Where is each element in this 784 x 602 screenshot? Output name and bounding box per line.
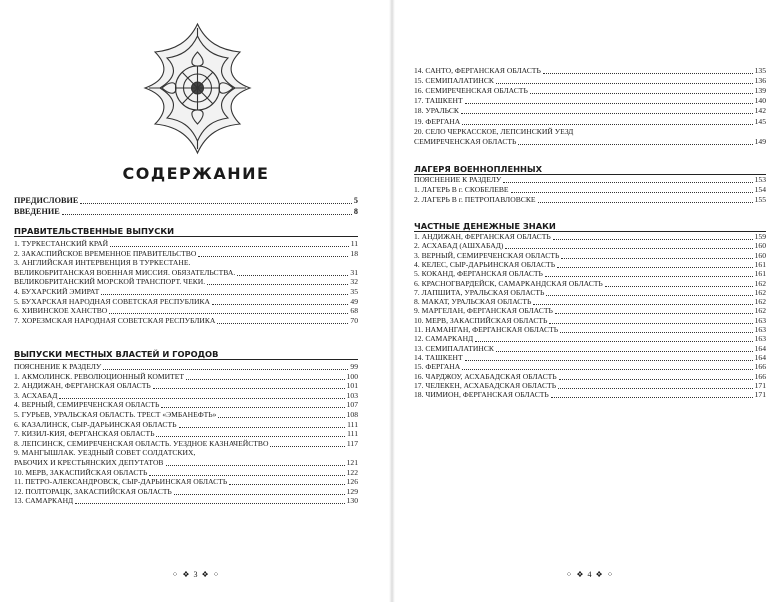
toc-entry-page: 139 [754,86,766,96]
dot-leader [543,66,753,74]
toc-entry-label: 1. АНДИЖАН, ФЕРГАНСКАЯ ОБЛАСТЬ [414,232,551,241]
toc-entry [14,448,358,458]
dot-leader [179,420,346,428]
dot-leader [605,279,753,287]
section-heading: ЛАГЕРЯ ВОЕННОПЛЕННЫХ [414,164,542,174]
toc-entry-label: 4. КЕЛЕС, СЫР-ДАРЬИНСКАЯ ОБЛАСТЬ [414,259,556,269]
toc-entry-label: 15. СЕМИПАЛАТИНСК [414,76,495,86]
toc-entry [14,420,358,430]
toc-entry-page: 162 [754,278,766,288]
toc-entry [14,239,358,249]
toc-entry-page: 70 [350,315,358,325]
toc-entry-label: 1. ТУРКЕСТАНСКИЙ КРАЙ [14,239,109,248]
toc-entry [14,306,358,316]
dot-leader [461,106,753,114]
toc-entry [14,196,358,206]
toc-entry [414,106,766,116]
dot-leader [462,362,752,370]
dot-leader [110,239,349,247]
toc-entry-label: 5. БУХАРСКАЯ НАРОДНАЯ СОВЕТСКАЯ РЕСПУБЛИКА [14,296,211,306]
toc-entry-label: 5. ГУРЬЕВ, УРАЛЬСКАЯ ОБЛАСТЬ. ТРЕСТ «ЭМБАНЕФТЬ» [14,410,217,419]
toc-entry-label: ПРЕДИСЛОВИЕ [14,196,79,205]
toc-entry-label: 13. СЕМИПАЛАТИНСК [414,343,495,353]
toc-entry-label: ВЕЛИКОБРИТАНСКИЙ МОРСКОЙ ТРАНСПОРТ. ЧЕКИ. [14,277,206,287]
dot-leader [560,325,753,333]
toc-entry-page: 163 [754,325,766,334]
toc-entry-page: 117 [346,438,358,448]
toc-entry [14,287,358,297]
toc-entry-label: ПОЯСНЕНИЕ К РАЗДЕЛУ [414,175,502,184]
section-rule [14,359,358,360]
dot-leader [558,381,753,389]
toc-entry-label: 14. САНТО, ФЕРГАНСКАЯ ОБЛАСТЬ [414,66,541,75]
toc-entry-label: 1. ЛАГЕРЬ В г. СКОБЕЛЕВЕ [414,185,509,195]
dot-leader [462,117,752,125]
dot-leader [161,400,344,408]
toc-entry-page: 162 [754,287,766,297]
toc-entry-label: 20. СЕЛО ЧЕРКАССКОЕ, ЛЕПСИНСКИЙ УЕЗД [414,126,574,136]
dot-leader [103,362,348,370]
dot-leader [496,344,753,352]
toc-entry [14,496,358,506]
toc-entry [414,66,766,76]
toc-entry [14,487,358,497]
toc-entry-label: 9. МАРГЕЛАН, ФЕРГАНСКАЯ ОБЛАСТЬ [414,306,553,316]
dot-leader [80,196,352,204]
toc-entry-label: 7. ХОРЕЗМСКАЯ НАРОДНАЯ СОВЕТСКАЯ РЕСПУБЛИКА [14,315,216,325]
toc-entry [14,468,358,478]
toc-entry-page: 130 [346,496,358,506]
toc-entry-page: 164 [754,352,766,362]
toc-entry-label: 6. ХИВИНСКОЕ ХАНСТВО [14,306,108,316]
toc-entry-label: 14. ТАШКЕНТ [414,352,463,362]
toc-entry-label: 7. ЛАПШИТА, УРАЛЬСКАЯ ОБЛАСТЬ [414,287,545,297]
toc-entry [14,400,358,410]
toc-entry-page: 135 [754,66,766,75]
toc-entry-page: 111 [347,419,358,429]
dot-leader [101,287,348,295]
toc-entry [14,391,358,401]
section-rule [14,236,358,237]
toc-entry-page: 149 [754,136,766,146]
toc-entry-page: 99 [350,362,358,371]
toc-entry [14,381,358,391]
toc-entry-label: 4. БУХАРСКИЙ ЭМИРАТ [14,287,100,296]
toc-entry-label: 17. ТАШКЕНТ [414,96,463,106]
toc-entry-page: 35 [350,287,358,296]
section-heading: ВЫПУСКИ МЕСТНЫХ ВЛАСТЕЙ И ГОРОДОВ [14,349,219,359]
toc-entry-label: 8. МАКАТ, УРАЛЬСКАЯ ОБЛАСТЬ [414,297,532,307]
toc-entry-label: 2. АСХАБАД (АШХАБАД) [414,241,504,251]
toc-entry-label: ВЕЛИКОБРИТАНСКАЯ ВОЕННАЯ МИССИЯ. ОБЯЗАТЕЛЬСТВА. [14,267,236,277]
toc-entry-label: ПОЯСНЕНИЕ К РАЗДЕЛУ [14,362,102,371]
section-heading: ПРАВИТЕЛЬСТВЕННЫЕ ВЫПУСКИ [14,226,175,236]
toc-entry-page: 159 [754,232,766,241]
toc-entry [414,175,766,185]
toc-entry-page: 164 [754,343,766,353]
toc-entry-label: 2. АНДИЖАН, ФЕРГАНСКАЯ ОБЛАСТЬ [14,381,151,391]
toc-entry-page: 162 [754,306,766,316]
toc-entry-page: 162 [754,297,766,307]
toc-entry [14,277,358,287]
ornament-icon [140,22,255,155]
toc-entry-label: 18. ЧИМИОН, ФЕРГАНСКАЯ ОБЛАСТЬ [414,390,549,400]
toc-entry [14,477,358,487]
toc-entry-page: 142 [754,106,766,116]
dot-leader [551,390,753,398]
toc-entry-page: 166 [754,362,766,372]
toc-entry [14,458,358,468]
toc-entry-page: 153 [754,175,766,184]
toc-entry-label: 15. ФЕРГАНА [414,362,461,372]
toc-entry-label: 3. ВЕРНЫЙ, СЕМИРЕЧЕНСКАЯ ОБЛАСТЬ [414,250,560,260]
toc-entry-page: 140 [754,96,766,106]
toc-entry-label: 10. МЕРВ, ЗАКАСПИЙСКАЯ ОБЛАСТЬ [414,315,548,325]
toc-entry-page: 49 [350,296,358,306]
dot-leader [207,277,348,285]
toc-entry-label: 18. УРАЛЬСК [414,106,459,116]
toc-entry-label: 6. КАЗАЛИНСК, СЫР-ДАРЬИНСКАЯ ОБЛАСТЬ [14,419,177,429]
toc-entry-label: ВВЕДЕНИЕ [14,206,60,216]
toc-entry [14,258,358,268]
dot-leader [186,372,345,380]
page-number-value: 3 [193,570,199,579]
dot-leader [109,306,348,314]
toc-entry [14,372,358,382]
toc-entry-page: 32 [350,277,358,287]
dot-leader [153,381,345,389]
toc-entry-label: 10. МЕРВ, ЗАКАСПИЙСКАЯ ОБЛАСТЬ [14,467,148,477]
dot-leader [545,269,753,277]
toc-entry [414,185,766,195]
toc-entry-label: СЕМИРЕЧЕНСКАЯ ОБЛАСТЬ [414,136,517,146]
toc-entry-label: 1. АКМОЛИНСК. РЕВОЛЮЦИОННЫЙ КОМИТЕТ [14,371,184,381]
dot-leader [503,175,752,183]
dot-leader [217,316,348,324]
right-page [392,0,784,602]
dot-leader [218,410,344,418]
dot-leader [59,391,344,399]
toc-entry [14,316,358,326]
toc-entry-page: 8 [353,206,358,216]
dot-leader [198,249,348,257]
toc-entry-page: 163 [754,334,766,344]
toc-entry [414,390,766,400]
toc-entry [14,249,358,259]
toc-entry-page: 5 [353,196,358,205]
toc-entry-page: 163 [754,315,766,325]
toc-entry-label: 6. КРАСНОГВАРДЕЙСК, САМАРКАНДСКАЯ ОБЛАСТЬ [414,278,603,288]
dot-leader [237,268,348,276]
page-number-right: ⁘ ❖ 4 ❖ ⁘ [565,570,615,579]
toc-entry-page: 145 [754,116,766,126]
dot-leader [511,185,753,193]
dot-leader [166,458,345,466]
dot-leader [156,429,345,437]
toc-entry [14,429,358,439]
section-heading: ЧАСТНЫЕ ДЕНЕЖНЫЕ ЗНАКИ [414,221,556,231]
dot-leader [538,195,753,203]
toc-entry [414,127,766,137]
page-title: СОДЕРЖАНИЕ [122,164,270,183]
toc-entry [14,410,358,420]
toc-entry-page: 107 [346,400,358,410]
toc-entry-page: 161 [754,259,766,269]
dot-leader [559,372,753,380]
toc-entry [414,96,766,106]
dot-leader [465,353,753,361]
toc-entry-label: 11. НАМАНГАН, ФЕРГАНСКАЯ ОБЛАСТЬ [414,325,559,334]
dot-leader [549,316,752,324]
dot-leader [533,297,752,305]
toc-entry [14,268,358,278]
toc-entry-label: 11. ПЕТРО-АЛЕКСАНДРОВСК, СЫР-ДАРЬИНСКАЯ ОБЛАСТЬ [14,477,228,487]
toc-entry [14,362,358,372]
dot-leader [561,251,752,259]
toc-entry-label: 12. САМАРКАНД [414,334,474,344]
dot-leader [557,260,753,268]
toc-entry-page: 160 [754,250,766,260]
dot-leader [212,297,348,305]
toc-entry-label: 8. ЛЕПСИНСК, СЕМИРЕЧЕНСКАЯ ОБЛАСТЬ. УЕЗДНОЕ КАЗНАЧЕЙСТВО [14,438,269,448]
toc-entry-page: 154 [754,185,766,195]
toc-entry-page: 101 [346,381,358,391]
toc-entry-label: 9. МАНГЫШЛАК. УЕЗДНЫЙ СОВЕТ СОЛДАТСКИХ, [14,448,196,458]
toc-entry-page: 122 [346,467,358,477]
toc-entry-label: 7. КИЗИЛ-КИЯ, ФЕРГАНСКАЯ ОБЛАСТЬ [14,429,155,439]
toc-entry-label: 16. ЧАРДЖОУ, АСХАБАДСКАЯ ОБЛАСТЬ [414,371,557,381]
page-number-left: ⁘ ❖ 3 ❖ ⁘ [171,570,221,579]
toc-entry-page: 100 [346,371,358,381]
toc-entry-page: 160 [754,241,766,251]
toc-entry-page: 166 [754,371,766,381]
toc-entry-page: 111 [347,429,358,439]
toc-entry-page: 121 [346,458,358,467]
toc-entry-page: 31 [350,267,358,277]
toc-entry-page: 155 [754,195,766,205]
toc-entry-label: 2. ЛАГЕРЬ В г. ПЕТРОПАВЛОВСКЕ [414,195,536,205]
toc-entry-page: 126 [346,477,358,487]
toc-entry-label: 17. ЧЕЛЕКЕН, АСХАБАДСКАЯ ОБЛАСТЬ [414,380,557,390]
dot-leader [530,86,753,94]
dot-leader [518,137,752,145]
dot-leader [555,306,753,314]
toc-entry-label: 3. АСХАБАД [14,390,58,400]
toc-entry-page: 68 [350,306,358,316]
toc-entry-label: 19. ФЕРГАНА [414,116,461,126]
toc-entry-page: 18 [350,248,358,258]
dot-leader [553,232,753,240]
toc-entry-label: 13. САМАРКАНД [14,496,74,506]
dot-leader [270,439,344,447]
dot-leader [149,468,344,476]
toc-entry [14,297,358,307]
toc-entry-label: РАБОЧИХ И КРЕСТЬЯНСКИХ ДЕПУТАТОВ [14,458,164,467]
toc-entry-page: 108 [346,410,358,419]
toc-entry-page: 136 [754,76,766,86]
dot-leader [475,334,752,342]
toc-entry-label: 16. СЕМИРЕЧЕНСКАЯ ОБЛАСТЬ [414,86,528,96]
toc-entry-page: 171 [754,380,766,390]
toc-entry [414,137,766,147]
dot-leader [75,496,344,504]
dot-leader [465,96,753,104]
toc-entry [414,117,766,127]
toc-entry-page: 161 [754,269,766,279]
toc-entry-page: 11 [350,239,358,248]
toc-entry [414,86,766,96]
dot-leader [496,76,753,84]
toc-entry-page: 171 [754,390,766,400]
toc-entry-label: 5. КОКАНД, ФЕРГАНСКАЯ ОБЛАСТЬ [414,269,543,279]
toc-entry [14,439,358,449]
toc-entry-label: 4. ВЕРНЫЙ, СЕМИРЕЧЕНСКАЯ ОБЛАСТЬ [14,400,160,410]
dot-leader [546,288,752,296]
toc-entry-label: 3. АНГЛИЙСКАЯ ИНТЕРВЕНЦИЯ В ТУРКЕСТАНЕ. [14,258,191,268]
toc-entry [414,195,766,205]
dot-leader [174,487,345,495]
toc-entry-label: 12. ПОЛТОРАЦК, ЗАКАСПИЙСКАЯ ОБЛАСТЬ [14,486,172,496]
page-number-value: 4 [587,570,593,579]
dot-leader [505,241,752,249]
toc-entry [414,76,766,86]
toc-entry-page: 129 [346,486,358,496]
toc-entry-page: 103 [346,390,358,400]
toc-entry [14,207,358,217]
dot-leader [62,207,352,215]
toc-entry-label: 2. ЗАКАСПИЙСКОЕ ВРЕМЕННОЕ ПРАВИТЕЛЬСТВО [14,248,197,258]
dot-leader [229,477,344,485]
